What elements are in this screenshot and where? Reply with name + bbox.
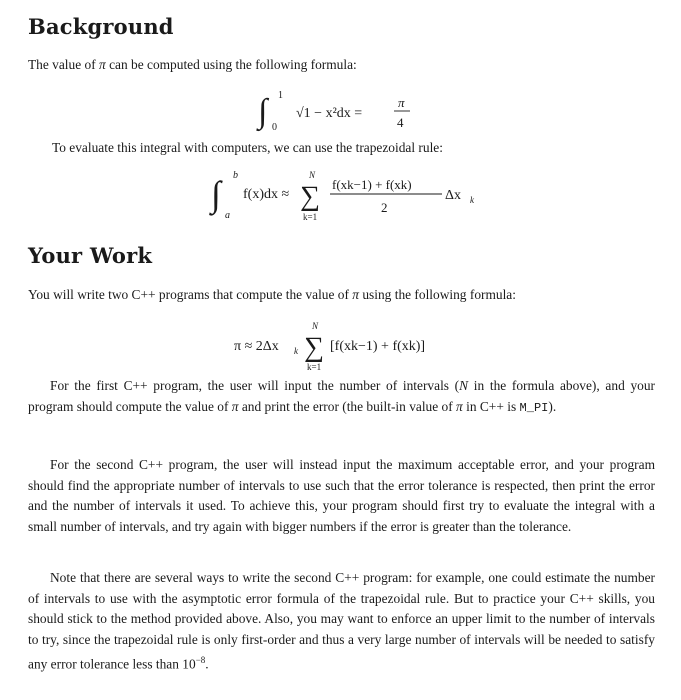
integral-lower-limit: 0	[272, 122, 277, 133]
delta-x-subscript: k	[470, 195, 474, 205]
integral-sign: ∫	[258, 93, 268, 130]
sum-lower-limit: k=1	[303, 212, 318, 222]
integral-upper-limit: b	[233, 170, 238, 181]
integral-upper-limit: 1	[278, 90, 283, 101]
formula-pi-approximation	[228, 318, 468, 374]
formula-lhs-subscript: k	[294, 346, 298, 356]
sum-lower-limit: k=1	[307, 362, 322, 372]
integral-expression: f(x)dx ≈	[243, 187, 290, 202]
paragraph-first-program: For the first C++ program, the user will input the number of intervals (N in the formula above), and your program should compute the value of π and print the error (the built-in value of π in C++ is M_PI).	[28, 378, 655, 415]
your-work-heading: Your Work	[28, 243, 153, 268]
formula-sum-body: [f(xk−1) + f(xk)]	[330, 339, 426, 354]
background-intro: The value of π can be computed using the following formula:	[28, 57, 357, 72]
fraction-numerator: f(xk−1) + f(xk)	[332, 177, 412, 192]
paragraph-second-program: For the second C++ program, the user will instead input the maximum acceptable error, and your program should find the appropriate number of intervals to use such that the error tolerance is respected, then print the error and the number of intervals it used. To achieve this, your program should first try to evaluate the integral with a small number of intervals, and try again with bigger numbers if the error is greater than the tolerance.	[28, 457, 655, 534]
background-heading: Background	[28, 14, 174, 39]
formula-trapezoidal-rule	[205, 164, 505, 230]
integral-sign: ∫	[211, 174, 221, 214]
formula-integral-pi	[250, 84, 440, 136]
fraction-denominator: 4	[397, 115, 404, 130]
trapezoid-intro: To evaluate this integral with computers, we can use the trapezoidal rule:	[52, 140, 443, 155]
code-m-pi: M_PI	[519, 400, 549, 415]
fraction-denominator: 2	[381, 200, 388, 215]
paragraph-note: Note that there are several ways to write the second C++ program: for example, one could estimate the number of intervals to use with the asymptotic error formula of the trapezoidal rule. But to practice your C++ skills, you should stick to the method provided above. Also, you may want to enforce an upper limit to the number of intervals to try, since the trapezoidal rule is only first-order and thus a very large number of intervals will be needed to satisfy any error tolerance less than $10^{-8}$.	[28, 570, 655, 672]
sum-upper-limit: N	[309, 170, 316, 180]
summation-sign: ∑	[304, 332, 324, 363]
integral-lower-limit: a	[225, 210, 230, 221]
your-work-intro: You will write two C++ programs that compute the value of π using the following formula:	[28, 287, 516, 302]
sum-upper-limit: N	[312, 321, 319, 331]
fraction-numerator: π	[398, 95, 405, 110]
integrand: √1 − x²dx =	[296, 106, 363, 121]
delta-x: Δx	[445, 188, 462, 203]
summation-sign: ∑	[300, 181, 320, 212]
formula-lhs: π ≈ 2Δx	[234, 339, 279, 354]
